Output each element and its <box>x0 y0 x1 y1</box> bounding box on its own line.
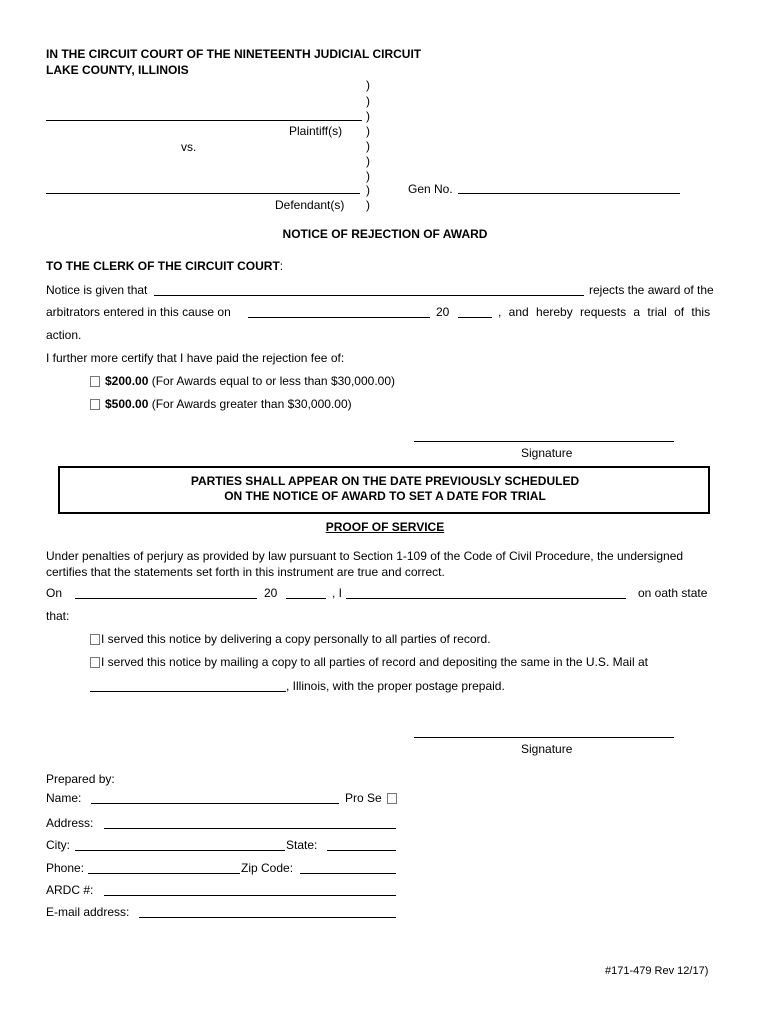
state-label: State: <box>286 838 318 852</box>
caption-bracket: ) <box>366 78 370 92</box>
service-year-prefix: 20 <box>264 586 278 600</box>
to-clerk-heading <box>46 259 283 273</box>
email-label: E-mail address: <box>46 905 130 919</box>
zip-code-line[interactable] <box>300 873 396 874</box>
defendant-label: Defendant(s) <box>275 198 345 212</box>
versus-label: vs. <box>181 140 197 154</box>
signature-label: Signature <box>521 446 573 460</box>
arbitrators-entered-label: arbitrators entered in this cause on <box>46 305 231 319</box>
caption-bracket: ) <box>366 198 370 212</box>
year-prefix: 20 <box>436 305 450 319</box>
caption-bracket: ) <box>366 169 370 183</box>
on-label: On <box>46 586 63 600</box>
phone-line[interactable] <box>88 873 240 874</box>
state-line[interactable] <box>327 850 396 851</box>
plaintiff-label: Plaintiff(s) <box>289 124 343 138</box>
served-mail-checkbox[interactable] <box>90 657 100 668</box>
served-mail-label: I served this notice by mailing a copy to all parties of record and depositing the same in the U.S. Mail at <box>101 655 648 669</box>
perjury-statement-line2: certifies that the statements set forth in this instrument are true and correct. <box>46 565 445 579</box>
plaintiff-name-line[interactable] <box>46 120 362 121</box>
action-label: action. <box>46 328 82 342</box>
server-name-line[interactable] <box>346 598 626 599</box>
phone-label: Phone: <box>46 861 85 875</box>
caption-bracket: ) <box>366 124 370 138</box>
fee-500-description: (For Awards greater than $30,000.00) <box>151 397 352 411</box>
to-clerk-label: TO THE CLERK OF THE CIRCUIT COURT <box>46 259 280 273</box>
ardc-label: ARDC #: <box>46 883 94 897</box>
caption-bracket: ) <box>366 154 370 168</box>
pro-se-label: Pro Se <box>345 791 382 805</box>
pro-se-checkbox[interactable] <box>387 793 397 804</box>
email-line[interactable] <box>139 917 396 918</box>
city-label: City: <box>46 838 70 852</box>
fee-200-option <box>105 374 395 388</box>
proof-signature-line[interactable] <box>414 737 674 738</box>
court-name: IN THE CIRCUIT COURT OF THE NINETEENTH JUDICIAL CIRCUIT <box>46 47 422 61</box>
fee-200-description: (For Awards equal to or less than $30,000.00) <box>151 374 395 388</box>
hereby-requests-label: , and hereby requests a trial of this <box>498 305 711 319</box>
on-oath-state-label: on oath state <box>638 586 708 600</box>
proof-of-service-title: PROOF OF SERVICE <box>325 520 445 534</box>
perjury-statement-line1: Under penalties of perjury as provided by law pursuant to Section 1-109 of the Code of Civil Procedure, the undersigned <box>46 549 684 563</box>
illinois-postage-label: , Illinois, with the proper postage prepaid. <box>286 679 505 693</box>
comma-i-label: , I <box>332 586 343 600</box>
party-name-line[interactable] <box>154 295 584 296</box>
fee-200-checkbox[interactable] <box>90 376 100 387</box>
form-number: #171-479 Rev 12/17) <box>605 965 709 977</box>
prepared-by-label: Prepared by: <box>46 772 115 786</box>
ardc-line[interactable] <box>104 895 396 896</box>
rejects-award-label: rejects the award of the <box>589 283 714 297</box>
that-label: that: <box>46 609 70 623</box>
address-label: Address: <box>46 816 94 830</box>
served-personally-checkbox[interactable] <box>90 634 100 645</box>
defendant-name-line[interactable] <box>46 193 360 194</box>
fee-500-option <box>105 397 352 411</box>
signature-line[interactable] <box>414 441 674 442</box>
appearance-notice-line1: PARTIES SHALL APPEAR ON THE DATE PREVIOUSLY SCHEDULED <box>190 474 580 488</box>
appearance-notice-line2: ON THE NOTICE OF AWARD TO SET A DATE FOR TRIAL <box>224 489 546 503</box>
name-line[interactable] <box>91 803 339 804</box>
certify-fee-label: I further more certify that I have paid the rejection fee of: <box>46 351 345 365</box>
fee-200-amount: $200.00 <box>105 374 149 388</box>
caption-bracket: ) <box>366 183 370 197</box>
caption-bracket: ) <box>366 94 370 108</box>
proof-signature-label: Signature <box>521 742 573 756</box>
service-year-line[interactable] <box>286 598 326 599</box>
city-line[interactable] <box>75 850 285 851</box>
caption-bracket: ) <box>366 139 370 153</box>
fee-500-amount: $500.00 <box>105 397 149 411</box>
gen-no-label: Gen No. <box>408 182 453 196</box>
notice-title: NOTICE OF REJECTION OF AWARD <box>282 227 488 241</box>
fee-500-checkbox[interactable] <box>90 399 100 410</box>
gen-no-line[interactable] <box>458 193 680 194</box>
award-year-line[interactable] <box>458 317 492 318</box>
zip-code-label: Zip Code: <box>241 861 294 875</box>
address-line[interactable] <box>104 828 396 829</box>
served-personally-label: I served this notice by delivering a copy personally to all parties of record. <box>101 632 491 646</box>
notice-given-label: Notice is given that <box>46 283 148 297</box>
award-date-line[interactable] <box>248 317 430 318</box>
service-date-line[interactable] <box>75 598 257 599</box>
caption-bracket: ) <box>366 109 370 123</box>
county-name: LAKE COUNTY, ILLINOIS <box>46 63 189 77</box>
mailing-city-line[interactable] <box>90 691 286 692</box>
to-clerk-colon: : <box>279 259 284 273</box>
name-label: Name: <box>46 791 82 805</box>
